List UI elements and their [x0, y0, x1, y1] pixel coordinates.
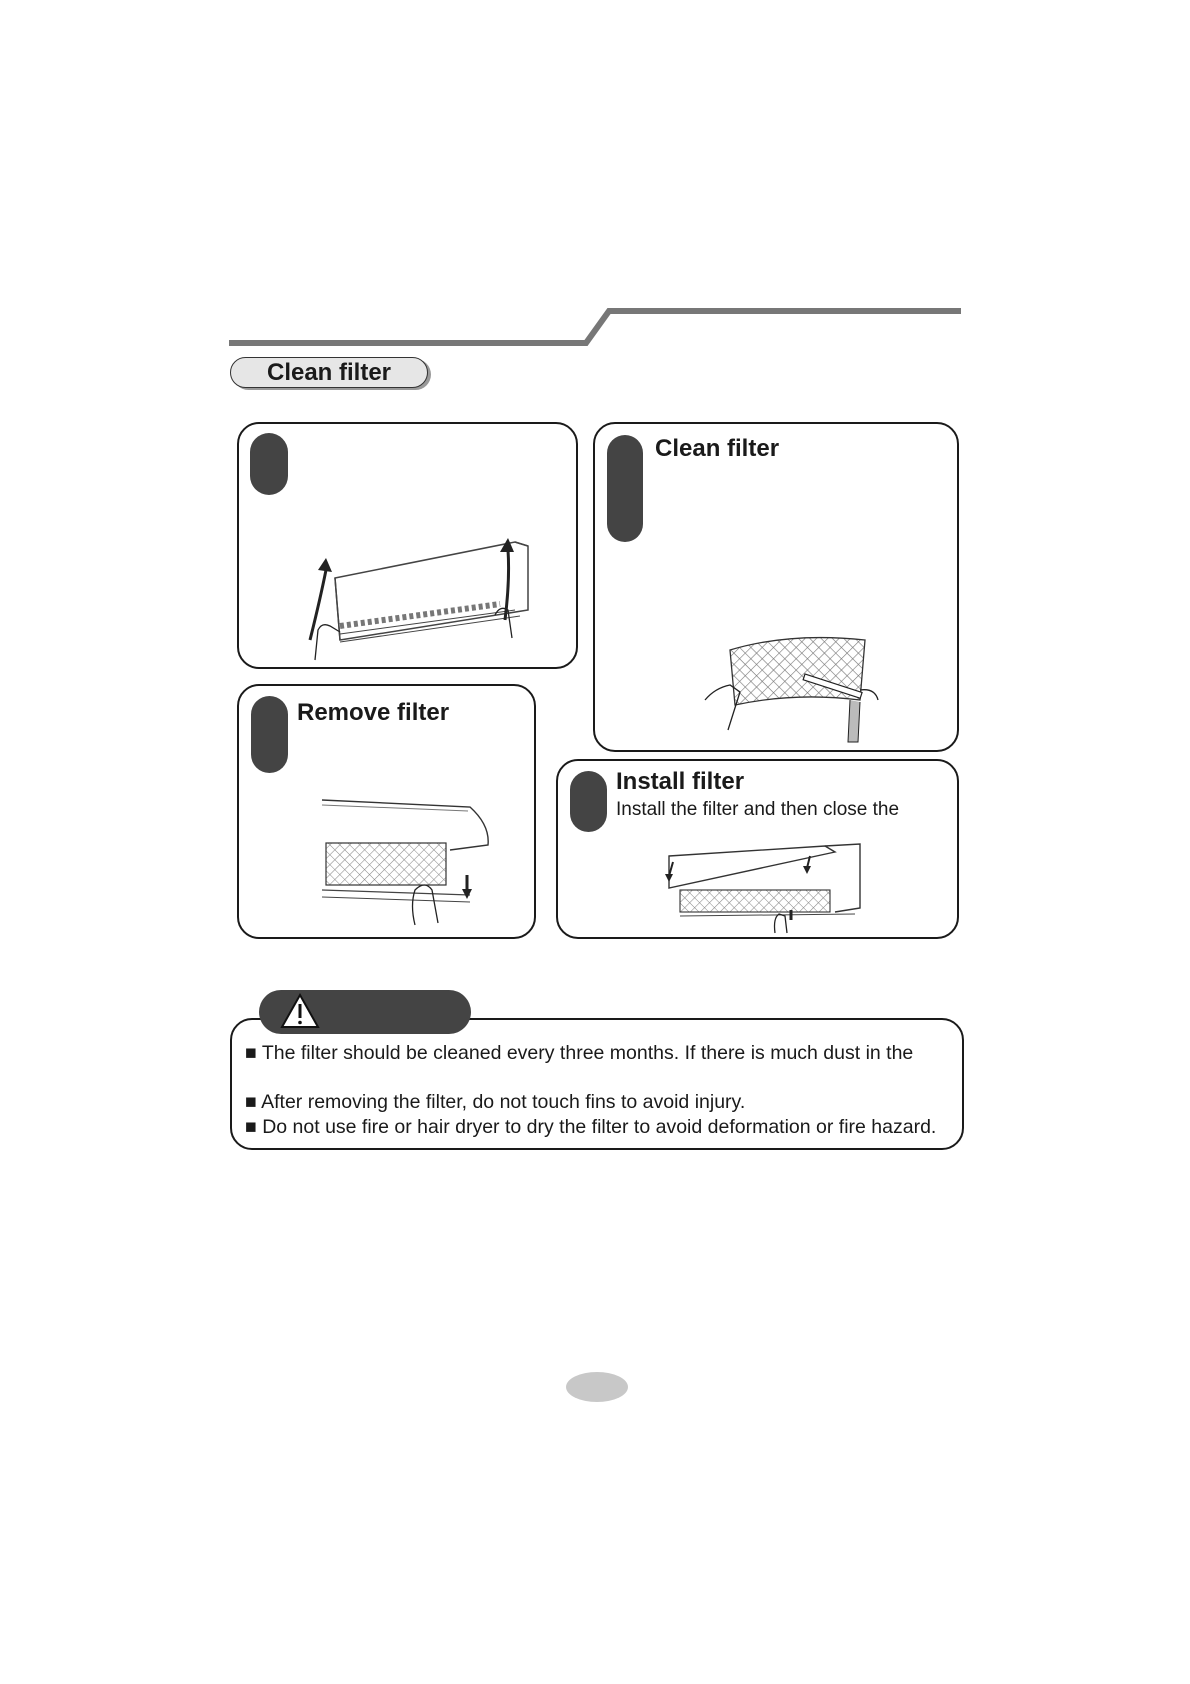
step-4-title: Install filter: [616, 768, 745, 795]
install-filter-illustration: [655, 838, 875, 933]
step-2-number-badge: [607, 435, 643, 542]
step-4-number-badge: [570, 771, 607, 832]
section-title: Clean filter: [230, 357, 428, 388]
page-number-badge: [566, 1372, 628, 1402]
step-1-number-badge: [250, 433, 288, 495]
clean-filter-illustration: [700, 630, 900, 750]
warning-triangle-icon: [280, 993, 320, 1029]
step-3-title: Remove filter: [297, 699, 450, 726]
caution-note-2: ■ After removing the filter, do not touch fins to avoid injury.: [245, 1091, 746, 1113]
open-panel-illustration: [300, 530, 540, 660]
step-3-number-badge: [251, 696, 288, 773]
step-4-text: Install the filter and then close the: [616, 799, 900, 820]
remove-filter-illustration: [320, 795, 500, 925]
caution-note-3: ■ Do not use fire or hair dryer to dry the filter to avoid deformation or fire hazard.: [245, 1116, 937, 1138]
step-2-title: Clean filter: [655, 435, 780, 462]
caution-note-1: ■ The filter should be cleaned every three months. If there is much dust in the: [245, 1042, 914, 1064]
